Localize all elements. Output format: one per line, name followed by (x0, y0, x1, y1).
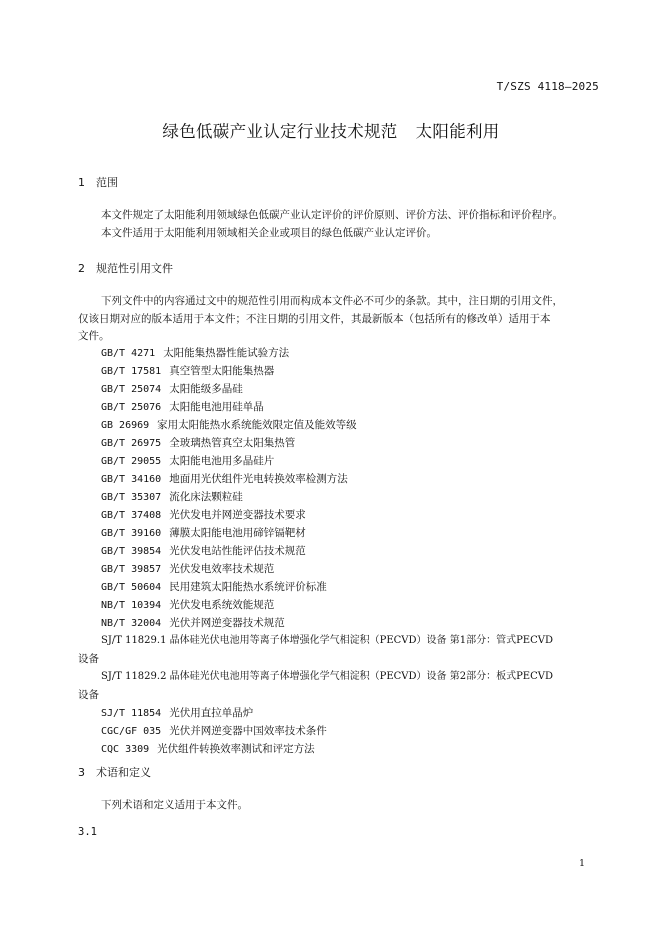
section-title: 规范性引用文件 (96, 262, 173, 275)
reference-item: GB/T 35307 流化床法颗粒硅 (101, 491, 243, 503)
reference-item: GB/T 25076 太阳能电池用硅单晶 (101, 401, 264, 413)
reference-item: GB/T 26975 全玻璃热管真空太阳集热管 (101, 437, 296, 449)
reference-item-sj-11829-2-line-2: 设备 (78, 689, 99, 701)
reference-item: NB/T 32004 光伏并网逆变器技术规范 (101, 617, 285, 629)
section-title: 术语和定义 (96, 766, 151, 779)
subsection-number: 3.1 (78, 826, 97, 838)
reference-item: GB/T 4271 太阳能集热器性能试验方法 (101, 347, 290, 359)
reference-item: GB/T 39857 光伏发电效率技术规范 (101, 563, 275, 575)
reference-item: GB/T 25074 太阳能级多晶硅 (101, 383, 243, 395)
reference-item: GB/T 39160 薄膜太阳能电池用碲锌镉靶材 (101, 527, 306, 539)
section-1-paragraph-2: 本文件适用于太阳能利用领域相关企业或项目的绿色低碳产业认定评价。 (101, 227, 437, 239)
section-number: 2 (78, 262, 85, 275)
reference-item-sj-11829-2-line-1: SJ/T 11829.2 晶体硅光伏电池用等离子体增强化学气相淀积（PECVD）设备 第2部分：板式PECVD (101, 671, 553, 682)
reference-item: SJ/T 11854 光伏用直拉单晶炉 (101, 707, 254, 719)
standard-code: T/SZS 4118—2025 (496, 80, 599, 93)
section-3-paragraph-1: 下列术语和定义适用于本文件。 (101, 799, 248, 811)
reference-item: GB/T 39854 光伏发电站性能评估技术规范 (101, 545, 306, 557)
reference-item: GB/T 17581 真空管型太阳能集热器 (101, 365, 275, 377)
reference-item: GB/T 50604 民用建筑太阳能热水系统评价标准 (101, 581, 327, 593)
document-title (0, 118, 662, 142)
reference-item-sj-11829-1-line-2: 设备 (78, 653, 99, 665)
reference-item: CGC/GF 035 光伏并网逆变器中国效率技术条件 (101, 725, 327, 737)
section-2-intro-line-3: 文件。 (78, 330, 110, 342)
document-title-main: 绿色低碳产业认定行业技术规范 (162, 122, 398, 141)
reference-item: GB/T 37408 光伏发电并网逆变器技术要求 (101, 509, 306, 521)
page-number: 1 (578, 858, 585, 869)
reference-item: GB/T 34160 地面用光伏组件光电转换效率检测方法 (101, 473, 348, 485)
reference-item: GB 26969 家用太阳能热水系统能效限定值及能效等级 (101, 419, 357, 431)
section-1-paragraph-1: 本文件规定了太阳能利用领域绿色低碳产业认定评价的评价原则、评价方法、评价指标和评价程序。 (101, 209, 563, 221)
section-number: 3 (78, 766, 85, 779)
reference-item: GB/T 29055 太阳能电池用多晶硅片 (101, 455, 275, 467)
section-2-heading (78, 260, 173, 276)
section-number: 1 (78, 176, 85, 189)
section-1-heading (78, 174, 118, 190)
section-title: 范围 (96, 176, 118, 189)
reference-item-sj-11829-1-line-1: SJ/T 11829.1 晶体硅光伏电池用等离子体增强化学气相淀积（PECVD）设备 第1部分：管式PECVD (101, 635, 553, 646)
reference-item: CQC 3309 光伏组件转换效率测试和评定方法 (101, 743, 315, 755)
section-2-intro-line-2: 仅该日期对应的版本适用于本文件；不注日期的引用文件，其最新版本（包括所有的修改单）适用于本 (78, 313, 551, 325)
section-2-intro-line-1: 下列文件中的内容通过文中的规范性引用而构成本文件必不可少的条款。其中，注日期的引用文件， (101, 295, 563, 307)
reference-item: NB/T 10394 光伏发电系统效能规范 (101, 599, 275, 611)
section-3-heading (78, 764, 151, 780)
document-title-sub: 太阳能利用 (415, 122, 500, 141)
